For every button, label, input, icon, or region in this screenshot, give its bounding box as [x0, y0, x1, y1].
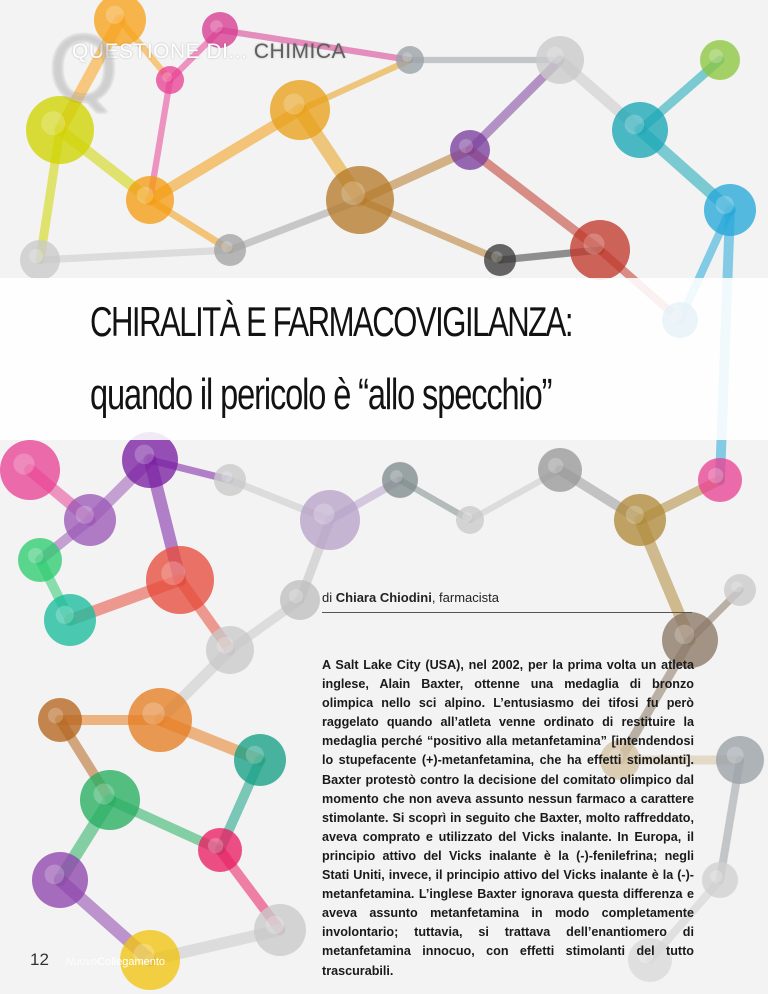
molecule-atom-highlight	[45, 865, 65, 885]
molecule-atom-highlight	[246, 746, 264, 764]
byline-divider	[322, 612, 692, 613]
molecule-atom-highlight	[161, 561, 185, 585]
byline-prefix: di	[322, 590, 333, 605]
molecule-atom-highlight	[210, 20, 223, 33]
publication-name	[65, 956, 165, 968]
molecule-atom-highlight	[727, 747, 744, 764]
molecule-atom-highlight	[221, 471, 232, 482]
molecule-atom-highlight	[221, 241, 232, 252]
section-header	[48, 18, 347, 123]
molecule-atom-highlight	[402, 52, 412, 62]
molecule-atom-highlight	[390, 470, 403, 483]
molecule-atom-highlight	[289, 589, 303, 603]
molecule-atom-highlight	[28, 548, 43, 563]
page-number: 12	[30, 950, 49, 969]
page-footer	[30, 950, 165, 970]
molecule-atom-highlight	[76, 506, 94, 524]
molecule-atom-highlight	[341, 181, 365, 205]
molecule-atom-highlight	[29, 249, 43, 263]
molecule-atom-highlight	[208, 838, 223, 853]
molecule-atom-highlight	[48, 708, 63, 723]
article-subtitle: quando il pericolo è “allo specchio”	[90, 370, 552, 419]
molecule-atom-highlight	[142, 702, 164, 724]
molecule-atom-highlight	[314, 504, 335, 525]
molecule-atom-highlight	[137, 187, 154, 204]
molecule-bond	[40, 250, 230, 260]
molecule-atom-highlight	[284, 94, 305, 115]
molecule-atom-highlight	[266, 916, 284, 934]
section-q-logo: Q	[48, 18, 120, 123]
publication-title: Collegamento	[97, 956, 166, 968]
molecule-atom-highlight	[548, 458, 563, 473]
molecule-atom-highlight	[675, 625, 695, 645]
section-topic: CHIMICA	[253, 40, 347, 63]
molecule-atom-highlight	[94, 784, 115, 805]
molecule-atom-highlight	[217, 637, 234, 654]
molecule-atom-highlight	[547, 47, 564, 64]
author-name: Chiara Chiodini	[335, 590, 432, 605]
molecule-atom-highlight	[731, 581, 742, 592]
molecule-atom-highlight	[716, 196, 734, 214]
article-title: CHIRALITÀ E FARMACOVIGILANZA:	[90, 298, 573, 345]
article-body: A Salt Lake City (USA), nel 2002, per la prima volta un atleta inglese, Alain Baxter, ottenne una medaglia di bronzo olimpica nello sci alpino. L’entusiasmo dei tifosi fu però raggelato quando all’atleta venne ordinato di restituire la medaglia perché “positivo alla metanfetamina” [intendendosi lo stupefacente (+)-metanfetamina, che ha effetti stimolanti]. Baxter protestò contro la decisione del comitato olimpico dal momento che non aveva assunto nessun farmaco a carattere stimolante. Si scoprì in seguito che Baxter, molto raffreddato, aveva comprato e utilizzato del Vicks inalante. In Europa, il principio attivo del Vicks inalante è la (-)-fenilefrina; negli Stati Uniti, invece, il principio attivo del Vicks inalante è la (-)-metanfetamina. L’inglese Baxter ignorava questa differenza e aveva assunto metanfetamina in modo completamente involontario; tuttavia, si trattava dell’enantiomero di metanfetamina innocuo, con effetti stimolanti del tutto trascurabili.	[322, 658, 694, 978]
byline	[322, 590, 499, 605]
molecule-atom-highlight	[162, 72, 172, 82]
molecule-atom-highlight	[462, 512, 472, 522]
molecule-atom-highlight	[14, 454, 35, 475]
molecule-atom-highlight	[459, 139, 473, 153]
molecule-atom-highlight	[491, 251, 502, 262]
molecule-atom-highlight	[710, 870, 723, 883]
molecule-atom-highlight	[56, 606, 74, 624]
author-role: , farmacista	[431, 590, 499, 605]
molecule-atom-highlight	[708, 468, 723, 483]
molecule-atom-highlight	[626, 506, 644, 524]
section-prefix: QUESTIONE DI...	[72, 40, 248, 63]
molecule-atom-highlight	[709, 49, 723, 63]
publication-prefix: Nuovo	[65, 956, 98, 968]
molecule-atom-highlight	[625, 115, 645, 135]
molecule-atom-highlight	[584, 234, 605, 255]
molecule-atom-highlight	[135, 445, 155, 465]
